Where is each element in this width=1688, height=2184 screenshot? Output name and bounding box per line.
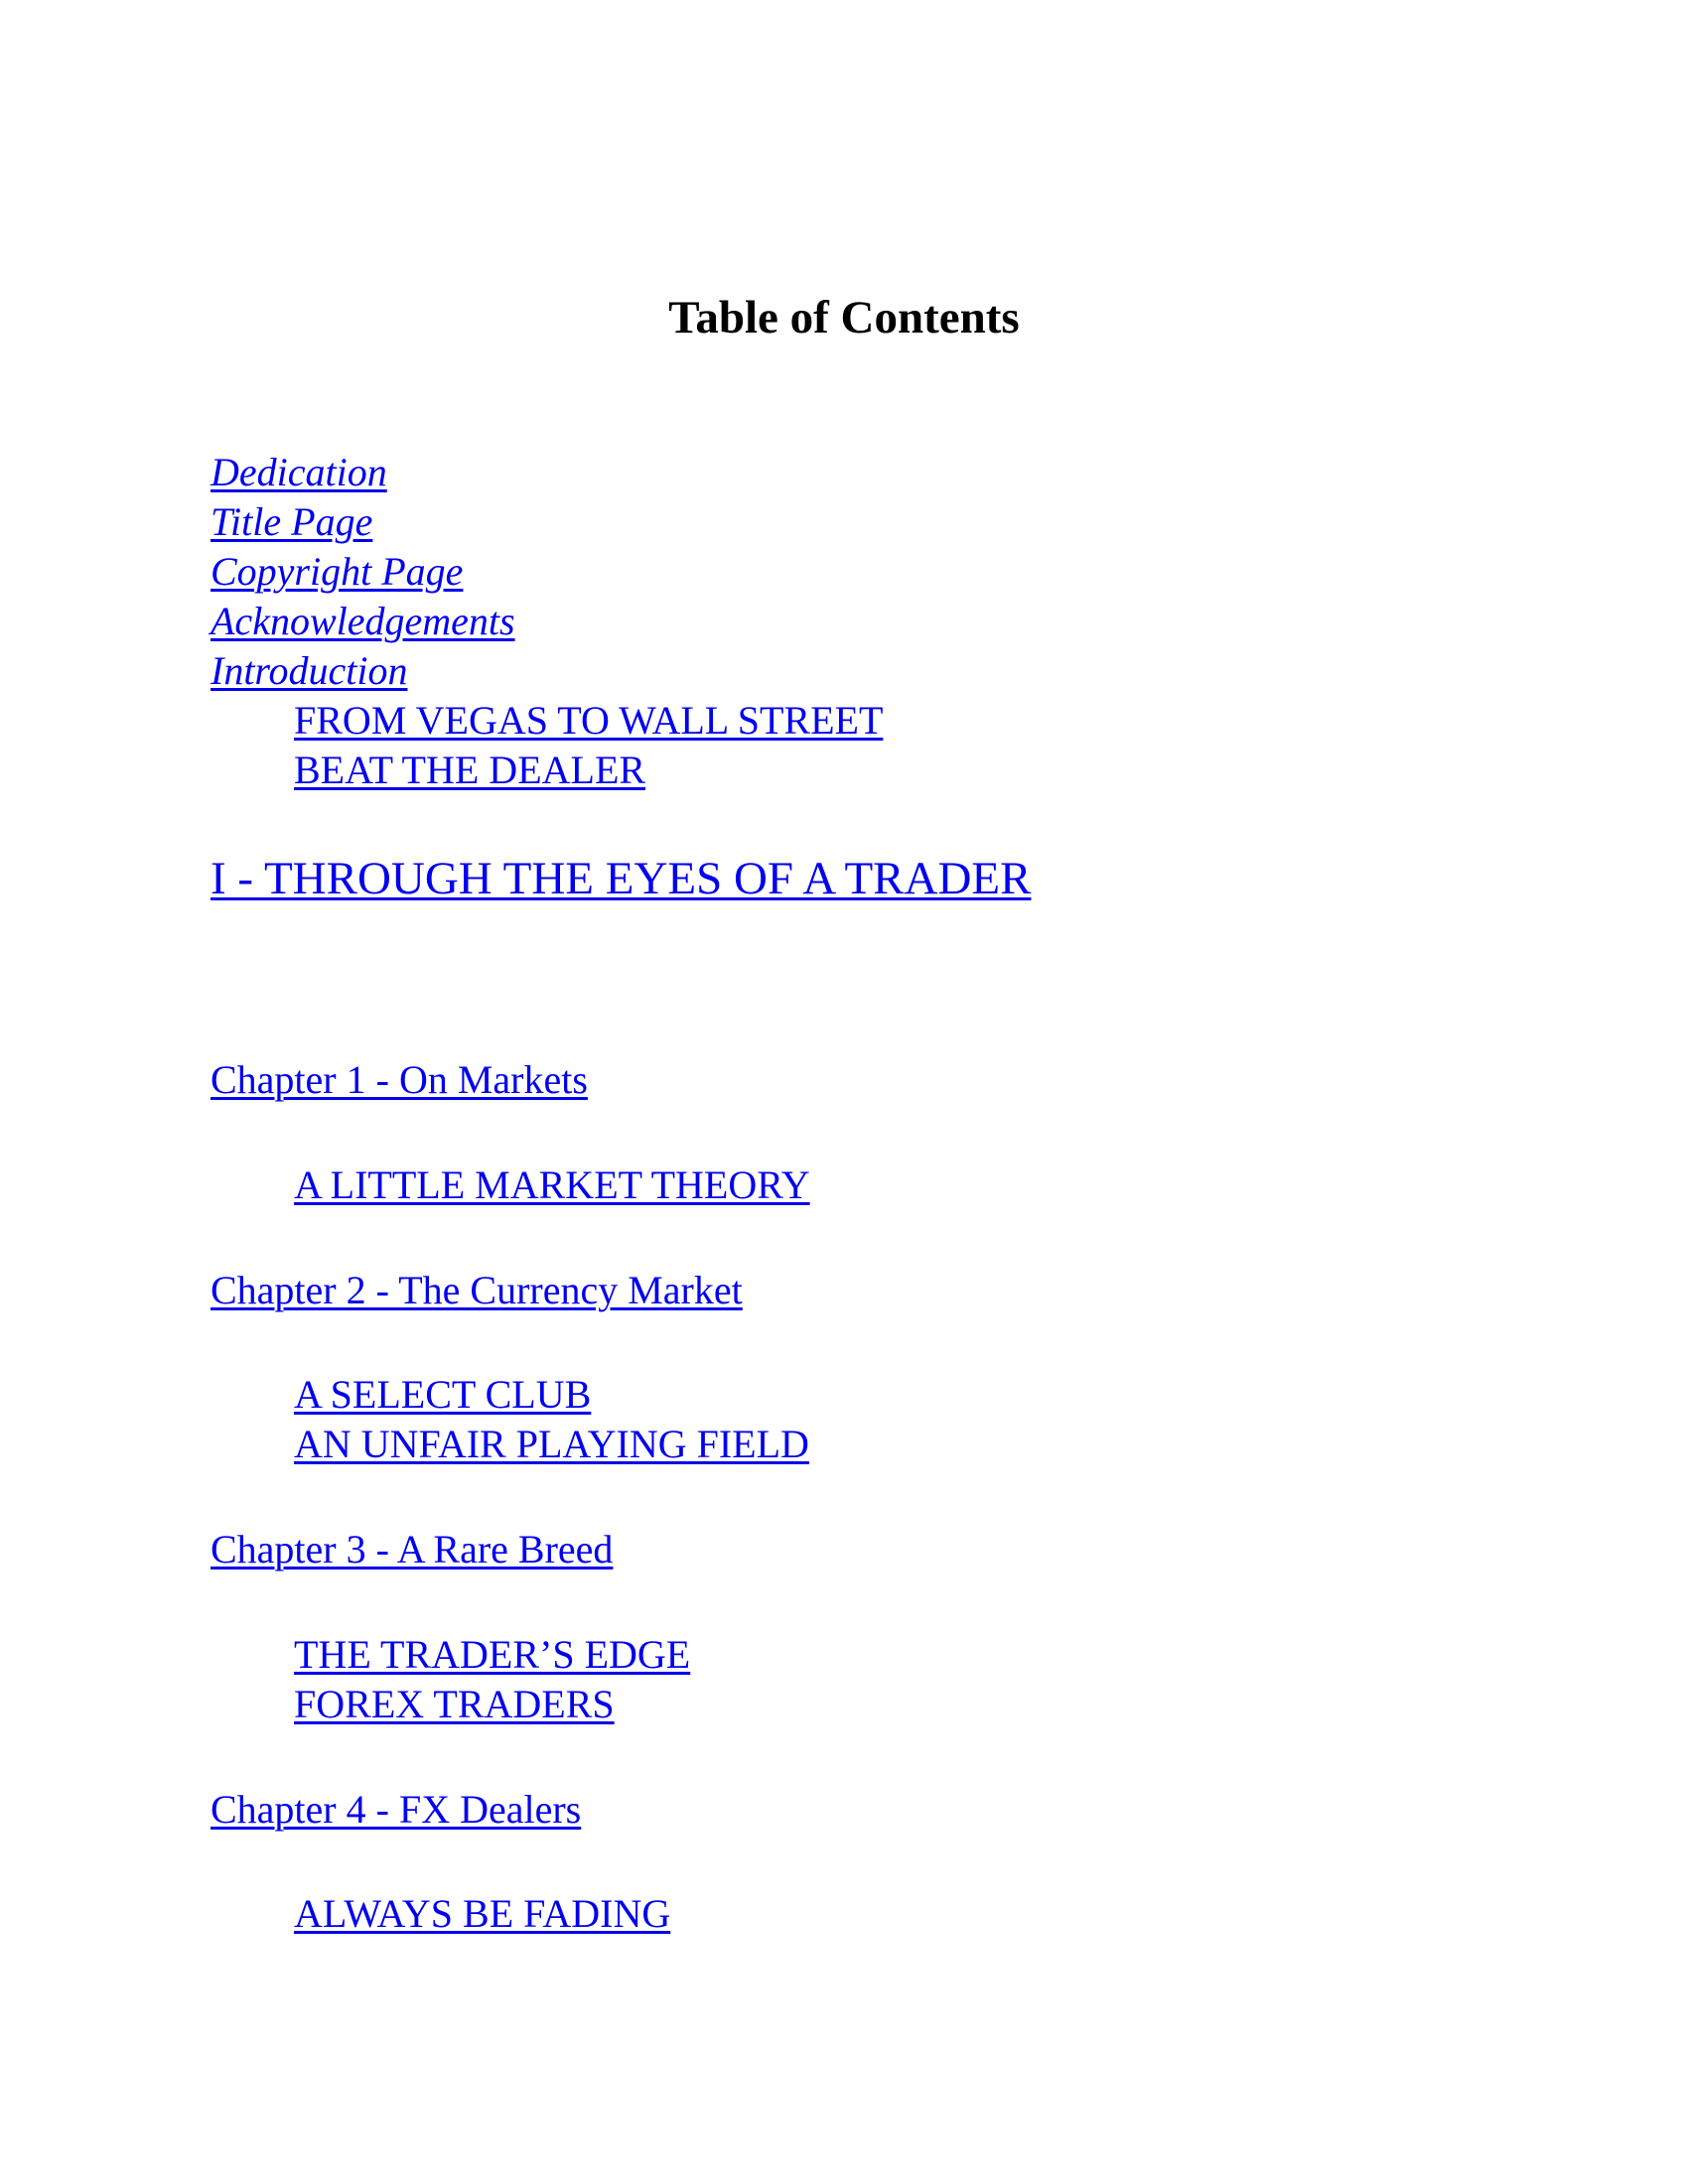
toc-link-copyright-page[interactable]: Copyright Page (211, 549, 464, 594)
toc-link-an-unfair-playing-field[interactable]: AN UNFAIR PLAYING FIELD (294, 1422, 809, 1466)
toc-link-chapter-2[interactable]: Chapter 2 - The Currency Market (211, 1268, 743, 1312)
toc-link-the-traders-edge[interactable]: THE TRADER’S EDGE (294, 1632, 691, 1677)
toc-link-introduction[interactable]: Introduction (211, 648, 408, 693)
toc-link-always-be-fading[interactable]: ALWAYS BE FADING (294, 1891, 671, 1936)
page-title: Table of Contents (668, 292, 1020, 343)
toc-link-part-one[interactable]: I - THROUGH THE EYES OF A TRADER (211, 853, 1032, 904)
toc-link-acknowledgements[interactable]: Acknowledgements (211, 599, 515, 643)
toc-link-from-vegas-to-wall-street[interactable]: FROM VEGAS TO WALL STREET (294, 698, 884, 743)
toc-link-beat-the-dealer[interactable]: BEAT THE DEALER (294, 748, 646, 792)
toc-link-a-select-club[interactable]: A SELECT CLUB (294, 1372, 592, 1417)
toc-link-a-little-market-theory[interactable]: A LITTLE MARKET THEORY (294, 1162, 810, 1207)
toc-link-chapter-1[interactable]: Chapter 1 - On Markets (211, 1057, 588, 1102)
toc-link-title-page[interactable]: Title Page (211, 499, 373, 544)
toc-link-chapter-3[interactable]: Chapter 3 - A Rare Breed (211, 1527, 614, 1571)
toc-link-dedication[interactable]: Dedication (211, 450, 387, 494)
toc-link-chapter-4[interactable]: Chapter 4 - FX Dealers (211, 1787, 582, 1832)
toc-link-forex-traders[interactable]: FOREX TRADERS (294, 1682, 615, 1726)
